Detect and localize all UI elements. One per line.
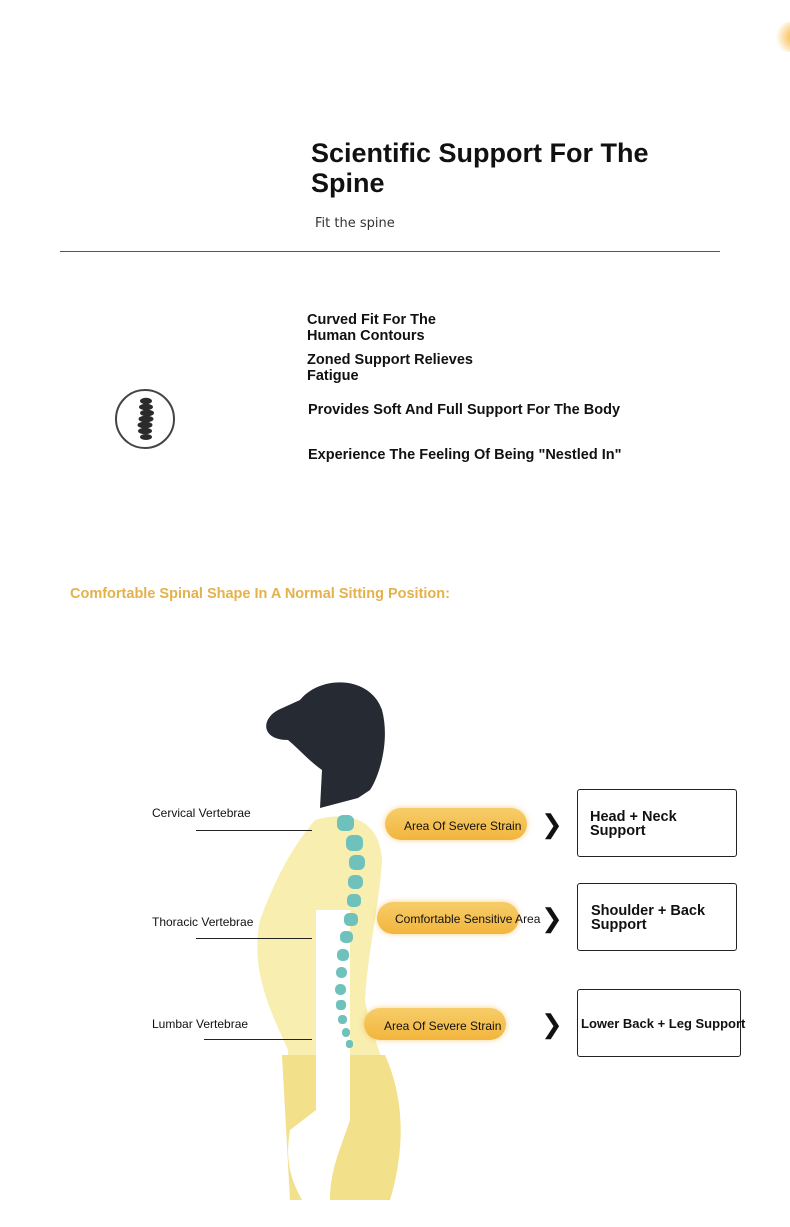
support-box-label: Shoulder + Back Support <box>591 903 706 933</box>
pointer-line <box>196 938 312 939</box>
strain-badge-label: Area Of Severe Strain <box>404 819 522 833</box>
pointer-line <box>196 830 312 831</box>
pointer-line <box>204 1039 312 1040</box>
strain-badge-label: Area Of Severe Strain <box>384 1019 502 1033</box>
sensitive-badge-label: Comfortable Sensitive Area <box>395 912 541 926</box>
chevron-right-icon: ❯ <box>541 903 563 933</box>
page-title: Scientific Support For The Spine <box>311 138 649 198</box>
feature-item-3: Provides Soft And Full Support For The Body <box>308 402 621 418</box>
section-heading: Comfortable Spinal Shape In A Normal Sitting Position: <box>70 586 450 602</box>
support-box-label: Head + Neck Support <box>590 809 677 839</box>
spine-icon <box>115 389 175 449</box>
page-subtitle: Fit the spine <box>315 216 395 231</box>
vertebrae-label-thoracic: Thoracic Vertebrae <box>152 915 254 929</box>
chevron-right-icon: ❯ <box>541 809 563 839</box>
support-box-label: Lower Back + Leg Support <box>581 1016 746 1031</box>
seated-figure-illustration <box>230 670 430 1220</box>
chevron-right-icon: ❯ <box>541 1009 563 1039</box>
feature-item-2: Zoned Support Relieves Fatigue <box>307 352 473 384</box>
decorative-glow <box>774 22 790 52</box>
vertebrae-label-lumbar: Lumbar Vertebrae <box>152 1017 249 1031</box>
vertebrae-label-cervical: Cervical Vertebrae <box>152 806 251 820</box>
feature-item-4: Experience The Feeling Of Being "Nestled In" <box>308 447 622 463</box>
feature-item-1: Curved Fit For The Human Contours <box>307 312 436 344</box>
divider <box>60 251 720 252</box>
